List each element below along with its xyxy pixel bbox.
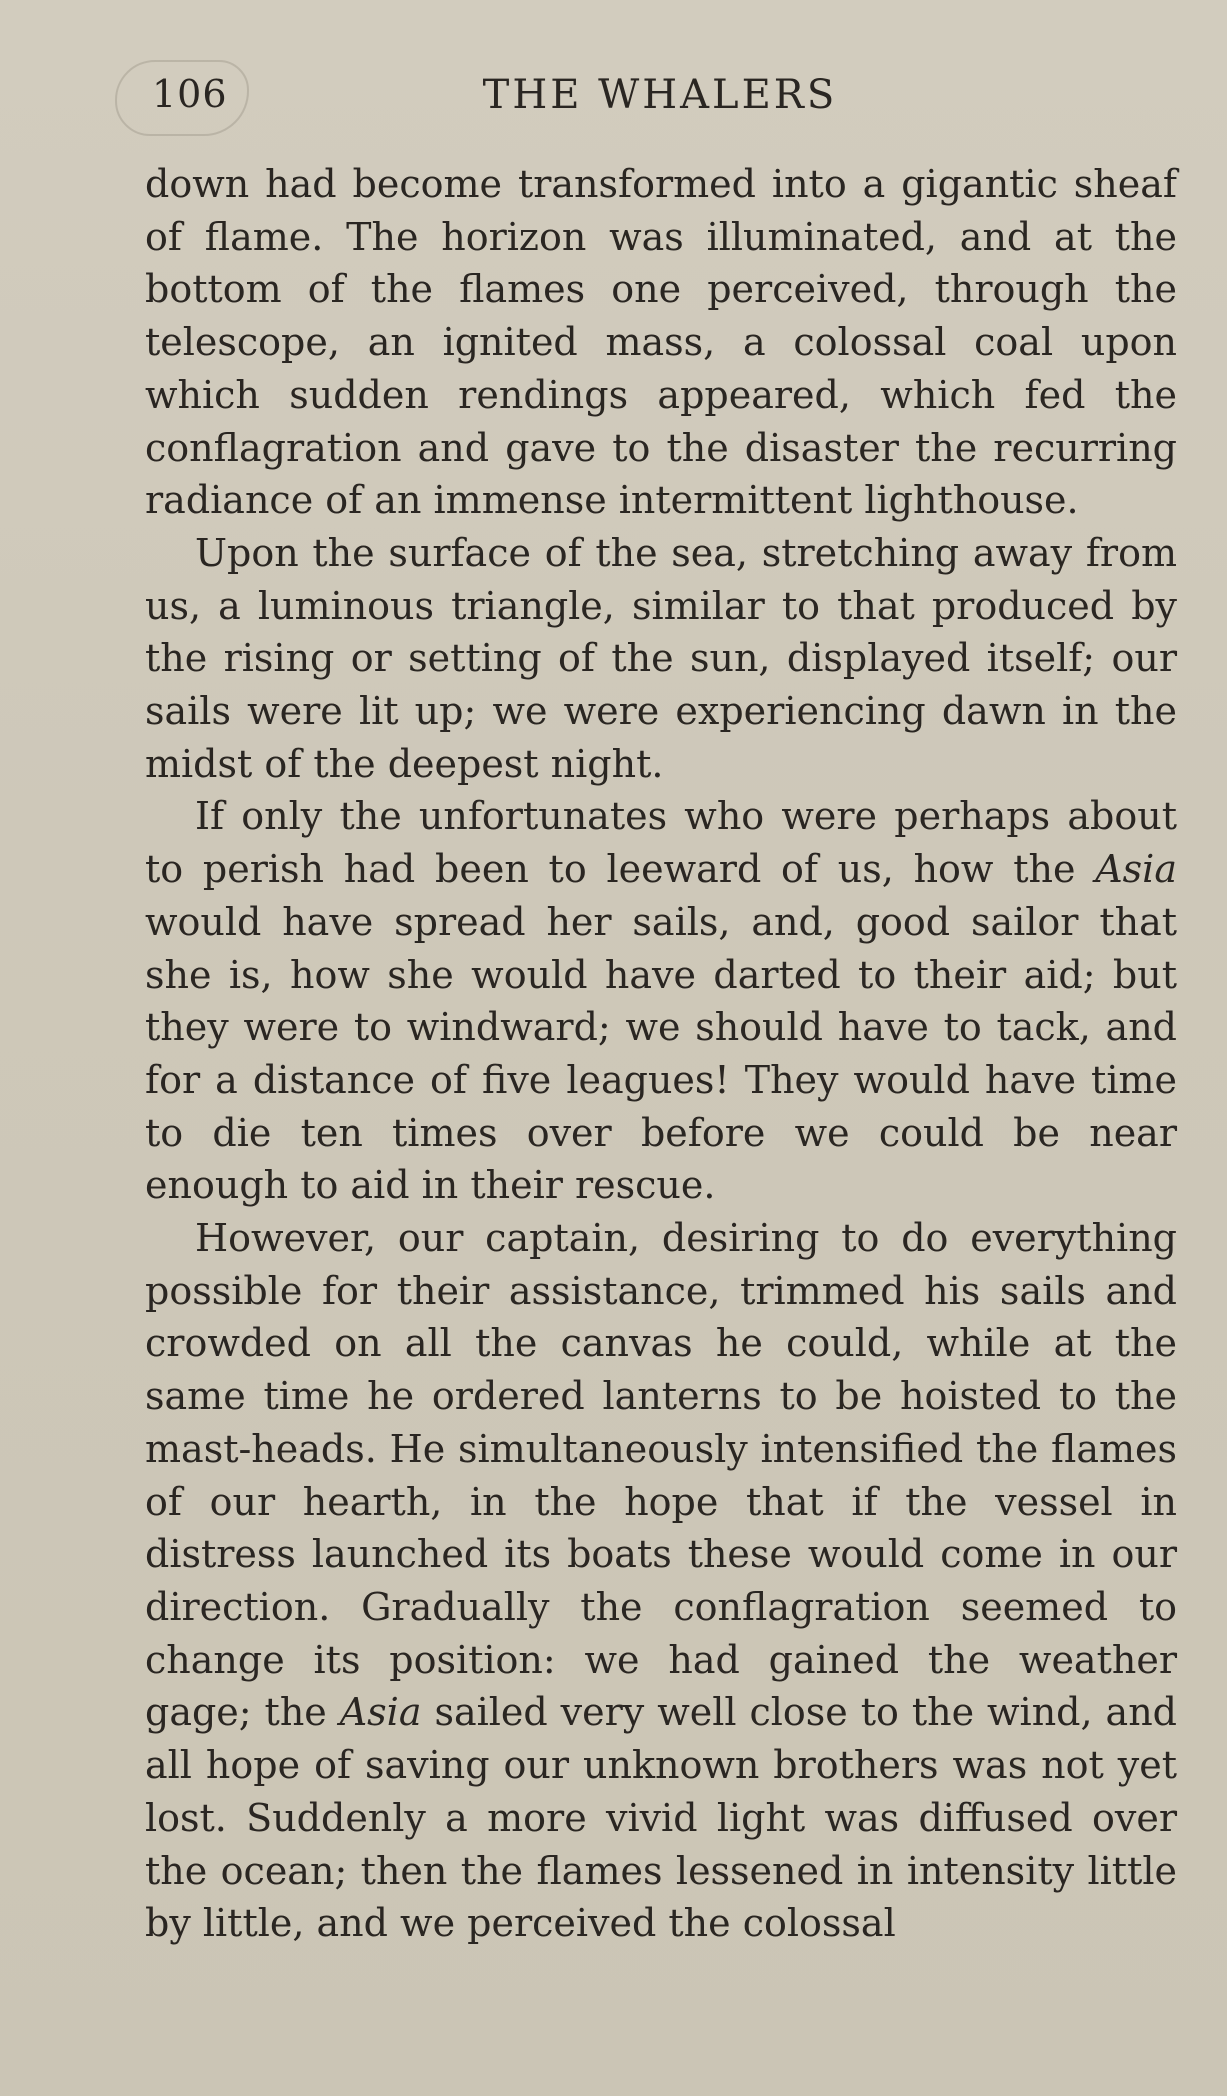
paragraph-text: would have spread her sails, and, good sailor that she is, how she would have darted to their aid; but they were to windward; we should have to tack, and for a distance of five leagues! They would have time to die ten times over before we could be near enough to aid in their rescue.	[145, 899, 1177, 1208]
ship-name-italic: Asia	[339, 1690, 422, 1735]
page-header	[140, 72, 1180, 132]
page-number: 106	[152, 72, 228, 116]
paragraph-text: down had become transformed into a gigantic sheaf of flame. The horizon was illuminated, and at the bottom of the flames one perceived, through the telescope, an ignited mass, a colossal coal upon which sudden rendings appeared, which fed the conflagration and gave to the disaster the recurring radiance of an immense intermittent lighthouse.	[145, 162, 1177, 523]
ship-name-italic: Asia	[1095, 847, 1177, 892]
running-head: THE WHALERS	[482, 72, 838, 118]
paragraph-3	[145, 790, 1177, 1212]
paragraph-text: sailed very well close to the wind, and all hope of saving our unknown brothers was not yet lost. Suddenly a more vivid light was diffused over the ocean; then the flames lessened in intensity little by little, and we perceived the colossal	[145, 1690, 1177, 1946]
paragraph-4	[145, 1212, 1177, 1950]
paragraph-text: If only the unfortunates who were perhaps about to perish had been to leeward of us, how the	[145, 794, 1177, 892]
paragraph-text: However, our captain, desiring to do everything possible for their assistance, trimmed his sails and crowded on all the canvas he could, while at the same time he ordered lanterns to be hoisted to the mast-heads. He simultaneously intensified the flames of our hearth, in the hope that if the vessel in distress launched its boats these would come in our direction. Gradually the conflagration seemed to change its position: we had gained the weather gage; the	[145, 1216, 1177, 1735]
paragraph-2	[145, 527, 1177, 791]
paragraph-text: Upon the surface of the sea, stretching away from us, a luminous triangle, similar to that produced by the rising or setting of the sun, displayed itself; our sails were lit up; we were experiencing dawn in the midst of the deepest night.	[145, 530, 1177, 786]
body-text	[145, 158, 1177, 1950]
paragraph-1	[145, 158, 1177, 527]
